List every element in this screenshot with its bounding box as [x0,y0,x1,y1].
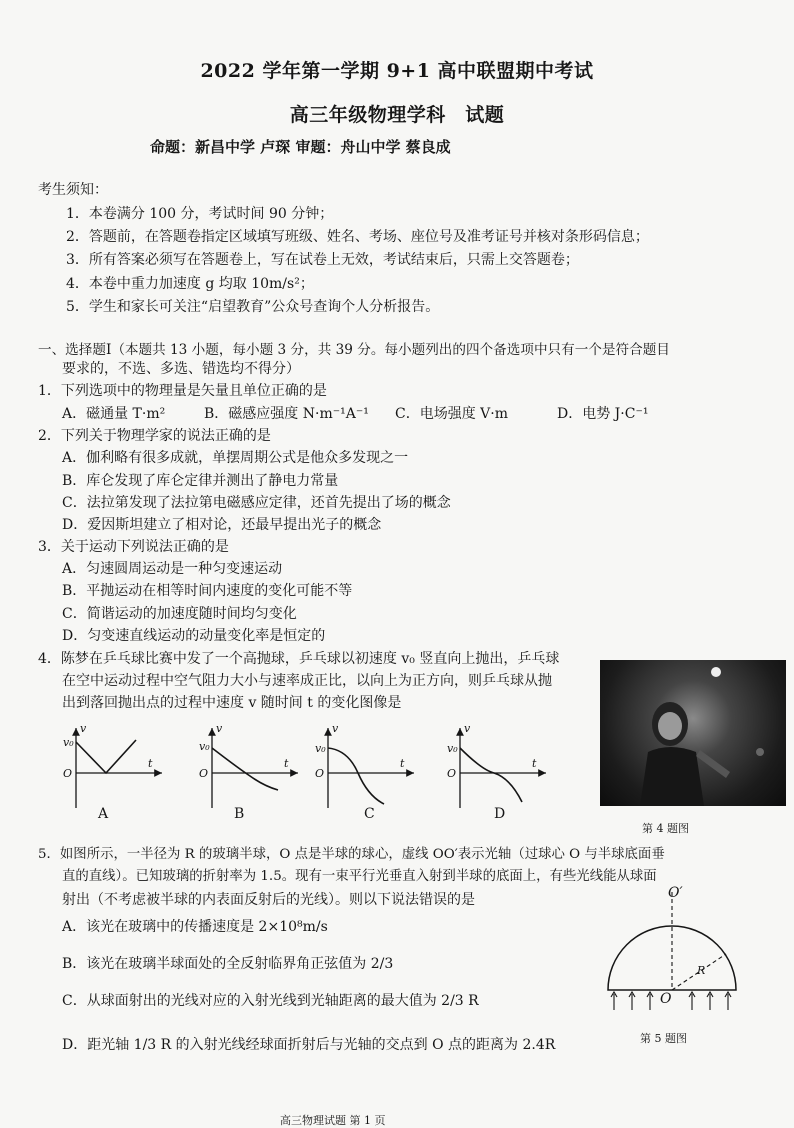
graph-b-v0: v₀ [199,740,210,753]
q5-option-d: D．距光轴 1/3 R 的入射光线经球面折射后与光轴的交点到 O 点的距离为 2.4R [62,1037,556,1053]
question-3-stem: 3．关于运动下列说法正确的是 [38,539,229,555]
question-4-line: 4．陈梦在乒乓球比赛中发了一个高抛球，乒乓球以初速度 v₀ 竖直向上抛出，乒乓球 [38,651,560,667]
page-footer: 高三物理试题 第 1 页 [280,1114,386,1127]
graph-b-origin: O [199,767,209,780]
question-4-line: 在空中运动过程中空气阻力大小与速率成正比，以向上为正方向，则乒乓球从抛 [62,673,552,689]
graph-c-label: C [364,806,375,822]
exam-title: 2022 学年第一学期 9+1 高中联盟期中考试 [200,60,594,82]
section-heading: 一、选择题Ⅰ（本题共 13 小题，每小题 3 分，共 39 分。每小题列出的四个备选项中只有一个是符合题目 [38,342,670,358]
graph-d-origin: O [447,767,457,780]
graph-b-t-axis: t [284,757,289,770]
graph-c-v0: v₀ [315,742,326,755]
figure-label-radius: R [697,964,706,977]
q1-option-a: A．磁通量 T·m² [62,406,166,422]
graph-d-v0: v₀ [447,742,458,755]
question-5-line: 射出（不考虑被半球的内表面反射后的光线）。则以下说法错误的是 [62,892,475,908]
graph-b-label: B [234,806,245,822]
figure-caption: 第 5 题图 [640,1032,687,1045]
figure-label-center: O [660,991,672,1007]
player-silhouette-icon [600,660,786,806]
graph-a-v0: v₀ [63,736,74,749]
graph-a-v-axis: v [80,722,87,735]
q5-option-b: B．该光在玻璃半球面处的全反射临界角正弦值为 2/3 [62,956,394,972]
ping-pong-photo [600,660,786,806]
graph-a-t-axis: t [148,757,153,770]
question-4-line: 出到落回抛出点的过程中速度 v 随时间 t 的变化图像是 [62,695,402,711]
q2-option-d: D．爱因斯坦建立了相对论，还最早提出光子的概念 [62,517,382,533]
photo-caption: 第 4 题图 [642,822,689,835]
q2-option-b: B．库仑发现了库仑定律并测出了静电力常量 [62,473,339,489]
graph-c-t-axis: t [400,757,405,770]
graph-b-v-axis: v [216,722,223,735]
graph-c-v-axis: v [332,722,339,735]
q5-option-a: A．该光在玻璃中的传播速度是 2×10⁸m/s [62,919,328,935]
graph-c-origin: O [315,767,325,780]
notice-item: 3．所有答案必须写在答题卷上，写在试卷上无效，考试结束后，只需上交答题卷； [66,252,579,268]
graph-d-t-axis: t [532,757,537,770]
q2-option-a: A．伽利略有很多成就，单摆周期公式是他众多发现之一 [62,450,409,466]
q2-option-c: C．法拉第发现了法拉第电磁感应定律，还首先提出了场的概念 [62,495,451,511]
question-5-line: 直的直线）。已知玻璃的折射率为 1.5。现有一束平行光垂直入射到半球的底面上，有些光线能从球面 [62,869,657,884]
q3-option-d: D．匀变速直线运动的动量变化率是恒定的 [62,628,326,644]
question-2-stem: 2．下列关于物理学家的说法正确的是 [38,428,271,444]
question-1-stem: 1．下列选项中的物理量是矢量且单位正确的是 [38,383,327,399]
notice-item: 5．学生和家长可关注“启望教育”公众号查询个人分析报告。 [66,299,440,315]
q5-option-c: C．从球面射出的光线对应的入射光线到光轴距离的最大值为 2/3 R [62,993,479,1009]
q3-option-c: C．简谐运动的加速度随时间均匀变化 [62,606,297,622]
graph-a-origin: O [63,767,73,780]
graph-d-v-axis: v [464,722,471,735]
graph-d-label: D [494,806,506,822]
question-5-line: 5．如图所示，一半径为 R 的玻璃半球，O 点是半球的球心，虚线 OO′表示光轴（过球心 O 与半球底面垂 [38,847,665,862]
section-heading-cont: 要求的，不选、多选、错选均不得分） [62,361,300,377]
q3-option-a: A．匀速圆周运动是一种匀变速运动 [62,561,283,577]
exam-subtitle: 高三年级物理学科 试题 [289,104,505,126]
q3-option-b: B．平抛运动在相等时间内速度的变化可能不等 [62,583,353,599]
figure-label-o-prime: O′ [668,885,683,901]
cutoff-author-line: 命题：新昌中学 卢琛 审题：舟山中学 蔡良成 [150,138,451,156]
q1-option-c: C．电场强度 V·m [395,406,508,422]
notice-heading: 考生须知： [38,182,108,198]
notice-item: 1．本卷满分 100 分，考试时间 90 分钟； [66,206,334,222]
notice-item: 4．本卷中重力加速度 g 均取 10m/s²； [66,276,314,292]
notice-item: 2．答题前，在答题卷指定区域填写班级、姓名、考场、座位号及准考证号并核对条形码信息； [66,229,649,245]
q1-option-d: D．电势 J·C⁻¹ [557,406,649,422]
graph-a-label: A [98,806,109,822]
q1-option-b: B．磁感应强度 N·m⁻¹A⁻¹ [204,406,369,422]
vt-graphs [40,718,560,828]
